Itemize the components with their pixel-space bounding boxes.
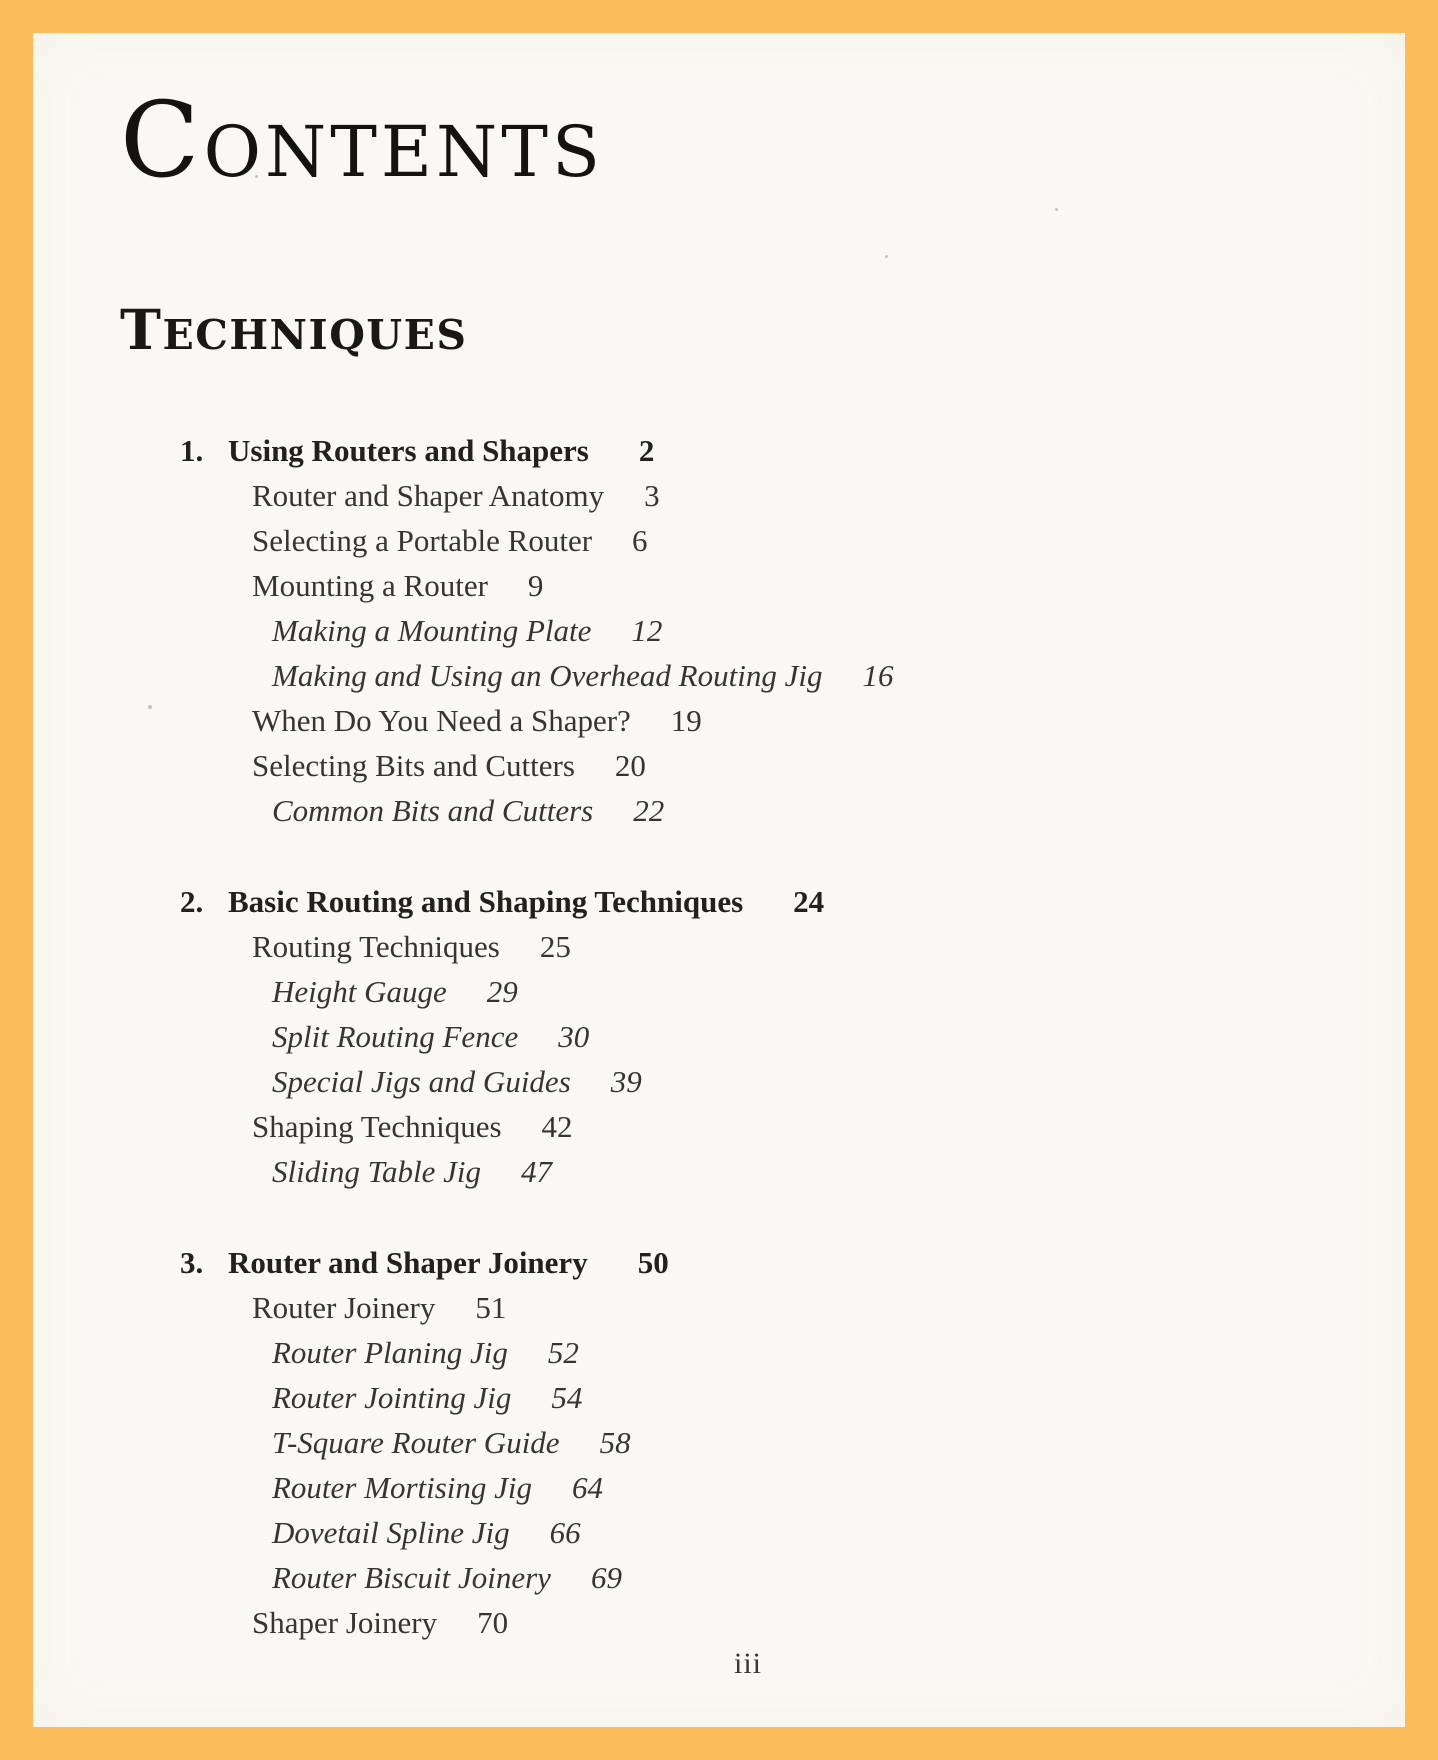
toc-entry [252, 1104, 1405, 1149]
entry-title: Making a Mounting Plate [272, 613, 592, 648]
entry-page-number: 64 [572, 1470, 604, 1505]
chapter-title-row [180, 428, 1405, 473]
entry-page-number: 16 [862, 658, 894, 693]
toc-entry [252, 743, 1405, 788]
chapter-1 [180, 428, 1405, 833]
heading-rest: ECHNIQUES [162, 311, 468, 359]
section-heading-techniques [120, 297, 1405, 368]
toc-entry [272, 1149, 1405, 1194]
toc-entry [272, 1014, 1405, 1059]
toc-entry [252, 518, 1405, 563]
chapter-title: Router and Shaper Joinery [228, 1245, 588, 1280]
toc-entry [252, 1600, 1405, 1645]
entry-page-number: 20 [614, 748, 646, 783]
entry-title: Selecting Bits and Cutters [252, 748, 575, 783]
entry-title: Shaping Techniques [252, 1109, 502, 1144]
entry-page-number: 29 [486, 974, 518, 1009]
toc-entry [272, 653, 1405, 698]
page-title [120, 79, 1405, 218]
entry-page-number: 12 [631, 613, 663, 648]
entry-title: Router Biscuit Joinery [272, 1560, 551, 1595]
toc-entry [272, 1059, 1405, 1104]
entry-title: Router Mortising Jig [272, 1470, 533, 1505]
entry-title: Selecting a Portable Router [252, 523, 593, 558]
toc-entry [272, 1330, 1405, 1375]
entry-title: T-Square Router Guide [272, 1425, 560, 1460]
chapter-title-row [180, 879, 1405, 924]
entry-page-number: 54 [551, 1380, 583, 1415]
toc-entry [252, 563, 1405, 608]
entry-title: Routing Techniques [252, 929, 500, 964]
entry-title: Router Jointing Jig [272, 1380, 512, 1415]
entry-title: Shaper Joinery [252, 1605, 438, 1640]
chapter-title-row [180, 1240, 1405, 1285]
entry-title: Height Gauge [272, 974, 447, 1009]
entry-title: Mounting a Router [252, 568, 488, 603]
entry-title: Split Routing Fence [272, 1019, 519, 1054]
scan-speck [255, 175, 258, 178]
toc-entry [272, 788, 1405, 833]
toc-entry [252, 473, 1405, 518]
table-of-contents [120, 428, 1405, 1645]
scan-speck [1055, 208, 1058, 211]
toc-entry [272, 1375, 1405, 1420]
entry-title: Sliding Table Jig [272, 1154, 481, 1189]
entry-page-number: 66 [549, 1515, 581, 1550]
entry-page-number: 69 [590, 1560, 622, 1595]
page-content [33, 33, 1405, 1645]
chapter-title: Basic Routing and Shaping Techniques [228, 884, 744, 919]
chapter-number: 1. [180, 433, 204, 468]
toc-entry [272, 1555, 1405, 1600]
entry-page-number: 19 [670, 703, 702, 738]
entry-title: Common Bits and Cutters [272, 793, 594, 828]
scan-speck [148, 705, 152, 709]
toc-entry [272, 1420, 1405, 1465]
page-number-folio: iii [733, 1647, 762, 1680]
entry-title: Router Planing Jig [272, 1335, 508, 1370]
toc-entry [252, 924, 1405, 969]
chapter-title: Using Routers and Shapers [228, 433, 589, 468]
entry-page-number: 52 [547, 1335, 579, 1370]
chapter-page-number: 50 [637, 1245, 669, 1280]
entry-page-number: 22 [633, 793, 665, 828]
toc-entry [252, 698, 1405, 743]
chapter-2 [180, 879, 1405, 1194]
toc-entry [252, 1285, 1405, 1330]
chapter-3 [180, 1240, 1405, 1645]
entry-page-number: 6 [632, 523, 648, 558]
entry-page-number: 58 [599, 1425, 631, 1460]
entry-title: When Do You Need a Shaper? [252, 703, 631, 738]
scan-speck [885, 255, 888, 258]
entry-page-number: 70 [477, 1605, 509, 1640]
entry-page-number: 42 [541, 1109, 573, 1144]
chapter-number: 3. [180, 1245, 204, 1280]
chapter-page-number: 24 [793, 884, 825, 919]
toc-entry [272, 1510, 1405, 1555]
entry-page-number: 25 [539, 929, 571, 964]
toc-entry [272, 969, 1405, 1014]
entry-title: Dovetail Spline Jig [272, 1515, 510, 1550]
book-page [33, 33, 1405, 1727]
entry-page-number: 51 [475, 1290, 507, 1325]
entry-title: Router and Shaper Anatomy [252, 478, 605, 513]
title-rest: ONTENTS [203, 111, 604, 193]
entry-page-number: 30 [558, 1019, 590, 1054]
entry-page-number: 3 [644, 478, 660, 513]
entry-title: Router Joinery [252, 1290, 436, 1325]
chapter-number: 2. [180, 884, 204, 919]
entry-page-number: 47 [520, 1154, 552, 1189]
chapter-page-number: 2 [638, 433, 655, 468]
entry-page-number: 9 [527, 568, 544, 603]
title-initial: C [120, 79, 204, 201]
toc-entry [272, 1465, 1405, 1510]
heading-initial: T [120, 297, 163, 362]
entry-title: Making and Using an Overhead Routing Jig [272, 658, 823, 693]
entry-title: Special Jigs and Guides [272, 1064, 571, 1099]
entry-page-number: 39 [610, 1064, 642, 1099]
toc-entry [272, 608, 1405, 653]
